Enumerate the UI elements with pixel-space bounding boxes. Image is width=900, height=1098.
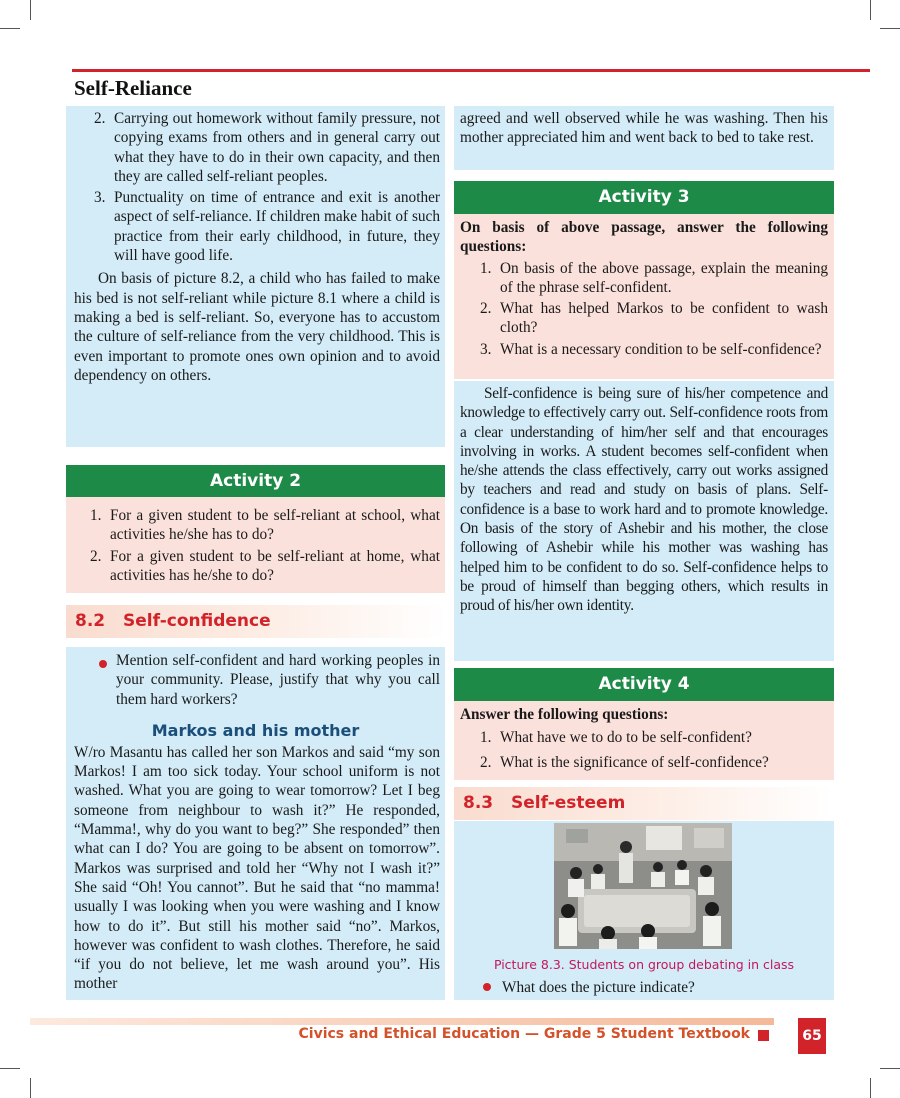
crop-mark — [880, 1068, 900, 1069]
list-item: 1. For a given student to be self-reliant at school, what activities he/she has to do? — [90, 507, 440, 544]
bullet-text: Mention self-confident and hard working peoples in your community. Please, justify that why you call them hard workers? — [116, 652, 440, 708]
activity-4-list — [460, 728, 828, 772]
story-continued: agreed and well observed while he was washing. Then his mother appreciated him and went back to bed to take rest. — [460, 110, 828, 147]
list-item: 2. For a given student to be self-reliant at home, what activities has he/she to do? — [90, 547, 440, 584]
activity-4-box — [454, 701, 834, 780]
bullet-icon — [99, 660, 107, 668]
list-item: 2. What has helped Markos to be confident to wash cloth? — [480, 300, 828, 337]
list-item: 3. What is a necessary condition to be self-confidence? — [480, 340, 822, 358]
page-number: 65 — [798, 1018, 826, 1054]
story-continued-box — [454, 106, 834, 170]
list-item: 2. Carrying out homework without family pressure, not copying exams from others and in general carry out what they have to do in their own capacity, and then they are called self-reliant peoples. — [94, 110, 440, 185]
photo-illustration — [554, 823, 732, 949]
crop-mark — [870, 0, 871, 20]
activity-2-box — [66, 497, 445, 593]
picture-caption: Picture 8.3. Students on group debating in class — [493, 957, 795, 972]
footer-book-title: Civics and Ethical Education — Grade 5 Student Textbook — [298, 1026, 750, 1042]
intro-list — [74, 109, 440, 265]
list-item: 3. Punctuality on time of entrance and exit is another aspect of self-reliance. If children make habit of such practice from their early childhood, in future, they will have good life. — [94, 189, 440, 265]
crop-mark — [30, 1078, 31, 1098]
header-rule — [72, 69, 870, 72]
intro-paragraph: On basis of picture 8.2, a child who has failed to make his bed is not self-reliant while picture 8.1 where a child is making a bed is self-reliant. So, everyone has to accustom the culture of self-reliance from the very childhood. This is even important to promote ones own opinion and to avoid dependency on others. — [74, 270, 440, 384]
crop-mark — [0, 1068, 20, 1069]
activity-4-instruction: Answer the following questions: — [460, 706, 669, 723]
crop-mark — [880, 28, 900, 29]
intro-box — [66, 106, 445, 447]
activity-3-header: Activity 3 — [454, 181, 834, 214]
list-item: 1. What have we to do to be self-confident? — [480, 729, 752, 747]
crop-mark — [30, 0, 31, 20]
self-confidence-box — [454, 381, 834, 661]
footer-bar — [30, 1018, 774, 1025]
section-8-3-heading: 8.3 Self-esteem — [454, 787, 834, 820]
activity-3-list — [460, 259, 828, 359]
crop-mark — [0, 28, 20, 29]
activity-3-instruction: On basis of above passage, answer the following questions: — [460, 219, 828, 256]
activity-2-list — [70, 506, 440, 585]
activity-3-box — [454, 214, 834, 379]
list-item: 1. On basis of the above passage, explain the meaning of the phrase self-confident. — [480, 259, 828, 296]
footer-square-icon — [758, 1030, 769, 1041]
story-title: Markos and his mother — [151, 721, 360, 740]
self-confidence-paragraph: Self-confidence is being sure of his/her competence and knowledge to effectively carry out. Self-confidence roots from a clear understanding of him/her self and that encourages involving in works. A student becomes self-confident when he/she attends the class effectively, carry out works assigned by teachers and read and study on basis of plans. Self-confidence is a base to work hard and to promote knowledge. On basis of the story of Ashebir and his mother, the close following of Ashebir while his mother was washing has helped him to be confident to do so. Self-confidence helps to be proud of himself than begging others, which results in proud of his/her own identity. — [460, 385, 828, 615]
crop-mark — [870, 1078, 871, 1098]
story-text: W/ro Masantu has called her son Markos and said “my son Markos! I am too sick today. Your school uniform is not washed. What you are going to wear tomorrow? Let I beg someone from neighbour to wash it?” He responded, “Mamma!, why do you want to beg?” She responded” then what can I do? You are going to be absent on tomorrow”. Markos was surprised and told her “Why not I wash it?” She said “Oh! You cannot”. But he said that “no mamma! usually I was looking when you were washing and I know how to do it”. But still his mother said “no”. Markos, however was confident to wash clothes. Therefore, he said “if you do not believe, let me wash around you”. His mother — [74, 743, 440, 993]
list-item: 2. What is the significance of self-confidence? — [480, 753, 769, 771]
chapter-title: Self-Reliance — [74, 76, 192, 100]
activity-2-header: Activity 2 — [66, 465, 445, 497]
activity-4-header: Activity 4 — [454, 668, 834, 701]
section-8-2-heading: 8.2 Self-confidence — [66, 605, 446, 638]
classroom-photo — [554, 823, 732, 949]
bullet-icon — [483, 983, 491, 991]
self-esteem-bullet-text: What does the picture indicate? — [502, 979, 695, 996]
story-box — [66, 647, 445, 1000]
